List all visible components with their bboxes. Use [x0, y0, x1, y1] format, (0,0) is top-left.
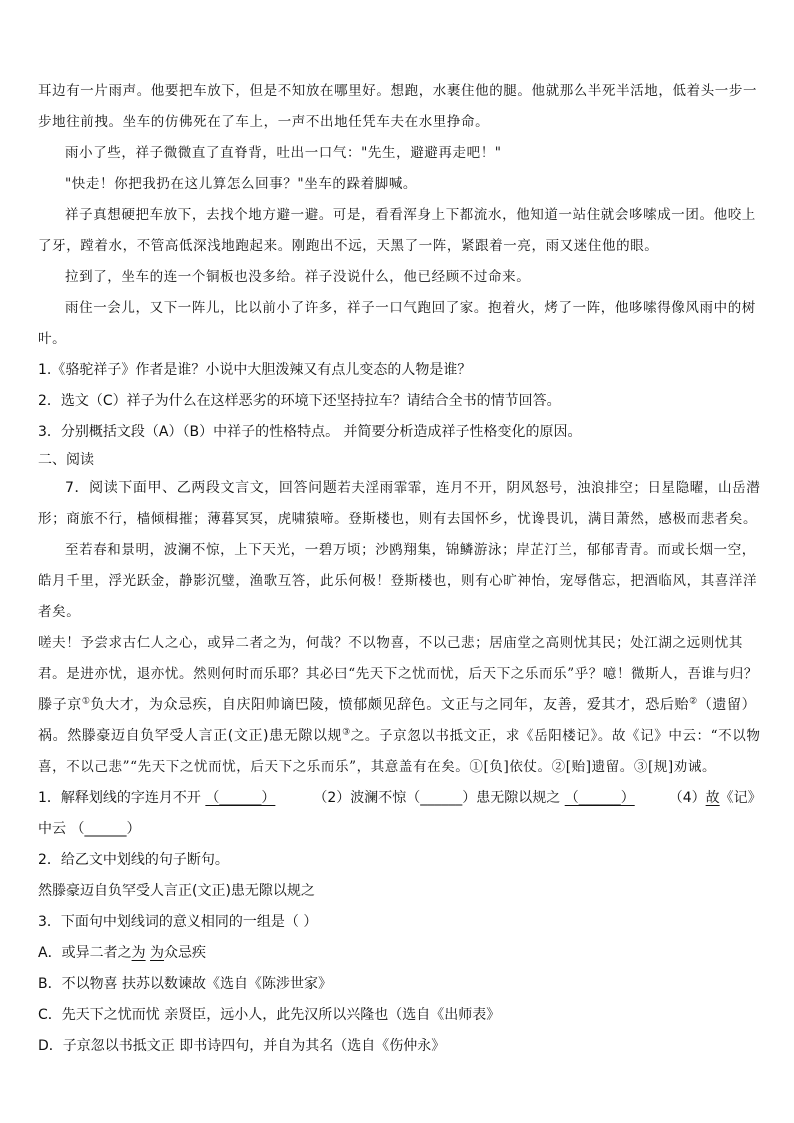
sub-question-3: 3．下面句中划线词的意义相同的一组是（ ）	[38, 914, 318, 930]
yi-text-b: （遗留）祸。然滕豪迈自负罕受人言正(文正)患无隙以规	[38, 697, 757, 744]
sub-question-2-sentence: 然滕豪迈自负罕受人言正(文正)患无隙以规之	[38, 883, 315, 899]
option-d: D．子京忽以书抵文正 即书诗四句，并自为其名（选自《伤仲永》	[38, 1038, 446, 1054]
footnote-mark-1: ①	[81, 696, 91, 707]
question-7-lead: 7．阅读下面甲、乙两段文言文，回答问题	[65, 480, 338, 496]
yi-text-a: 负大才，为众忌疾，自庆阳帅谪巴陵，愤郁颇见辞色。文正与之同年，友善，爱其才，恐后贻	[90, 697, 690, 713]
section-heading: 二、阅读	[38, 452, 94, 468]
yi-start: 滕子京	[38, 697, 82, 713]
jia-paragraph-1: 若夫淫雨霏霏，连月不开，阴风怒号，浊浪排空；日星隐曜，山岳潜形；商旅不行，樯倾楫摧；薄暮冥冥，虎啸猿啼。登斯楼也，则有去国怀乡，忧谗畏讥，满目萧然，感极而悲者矣。	[38, 480, 761, 527]
sub-question-1-line-2: 中云 （______）	[38, 821, 141, 837]
question-7-passage-3	[38, 628, 764, 783]
underlined-char-gu: 故	[705, 790, 720, 806]
question-a-3: 3．分别概括文段（A）（B）中祥子的性格特点。 并简要分析造成祥子性格变化的原因。	[38, 424, 582, 440]
passage-a-paragraph-5: 拉到了，坐车的连一个铜板也没多给。祥子没说什么，他已经顾不过命来。	[65, 269, 531, 285]
jia-paragraph-2: 至若春和景明，波澜不惊，上下天光，一碧万顷；沙鸥翔集，锦鳞游泳；岸芷汀兰，郁郁青青。而或长烟一空，皓月千里，浮光跃金，静影沉璧，渔歌互答，此乐何极！登斯楼也，则有心旷神怡，宠辱偕忘，把酒临风，其喜洋洋者矣。	[38, 542, 758, 620]
passage-a-paragraph-1: 耳边有一片雨声。他要把车放下，但是不知放在哪里好。想跑，水裹住他的腿。他就那么半死半活地，低着头一步一步地往前拽。坐车的仿佛死在了车上，一声不出地任凭车夫在水里挣命。	[38, 83, 758, 130]
question-7-passage-jia-1	[38, 473, 764, 535]
sub-question-2: 2．给乙文中划线的句子断句。	[38, 852, 229, 868]
answer-blank-1[interactable]: （______）	[205, 790, 276, 806]
sub-question-1-part-2: （2）波澜不惊（______）患无隙以规之	[313, 790, 565, 806]
option-c: C．先天下之忧而忧 亲贤臣，远小人，此先汉所以兴隆也（选自《出师表》	[38, 1007, 501, 1023]
footnote-mark-3: ③	[342, 727, 351, 738]
jia-paragraph-3: 嗟夫！予尝求古仁人之心，或异二者之为，何哉？不以物喜，不以己悲；居庙堂之高则忧其民；处江湖之远则忧其君。是进亦忧，退亦忧。然则何时而乐耶？其必曰“先天下之忧而忧，后天下之乐而乐”乎？噫！微斯人，吾谁与归？	[38, 635, 759, 682]
answer-blank-3[interactable]: （______）	[564, 790, 635, 806]
option-a: A．或异二者之为 为众忌疾	[38, 945, 207, 961]
passage-a-paragraph-4: 祥子真想硬把车放下，去找个地方避一避。可是，看看浑身上下都流水，他知道一站住就会哆嗦成一团。他咬上了牙，蹚着水，不管高低深浅地跑起来。刚跑出不远，天黑了一阵，紧跟着一亮，雨又迷住他的眼。	[38, 207, 756, 254]
question-a-1: 1.《骆驼祥子》作者是谁？小说中大胆泼辣又有点儿变态的人物是谁？	[38, 362, 472, 378]
sub-question-1: 1．解释划线的字连月不开 （______） （2）波澜不惊（______）患无隙以规之 （______） （4）故《记》	[38, 783, 764, 814]
option-b: B．不以物喜 扶苏以数谏故《选自《陈涉世家》	[38, 976, 333, 992]
passage-a-paragraph-6: 雨住一会儿，又下一阵儿，比以前小了许多，祥子一口气跑回了家。抱着火，烤了一阵，他哆嗦得像风雨中的树叶。	[38, 300, 756, 347]
passage-a-paragraph-3: "快走！你把我扔在这儿算怎么回事？"坐车的跺着脚喊。	[65, 176, 418, 192]
passage-a-paragraph-2: 雨小了些，祥子微微直了直脊背，吐出一口气："先生，避避再走吧！"	[65, 145, 502, 161]
question-a-2: 2．选文（C）祥子为什么在这样恶劣的环境下还坚持拉车？请结合全书的情节回答。	[38, 393, 561, 409]
yi-text-c: 之。子京忽以书抵文正，求《岳阳楼记》。故《记》中云：“不以物喜，不以己悲”“先天下之忧而忧，后天下之乐而乐”，其意盖有在矣。①[负]依仗。②[贻]遗留。③[规]劝诫。	[38, 728, 761, 775]
footnote-mark-2: ②	[689, 696, 698, 707]
